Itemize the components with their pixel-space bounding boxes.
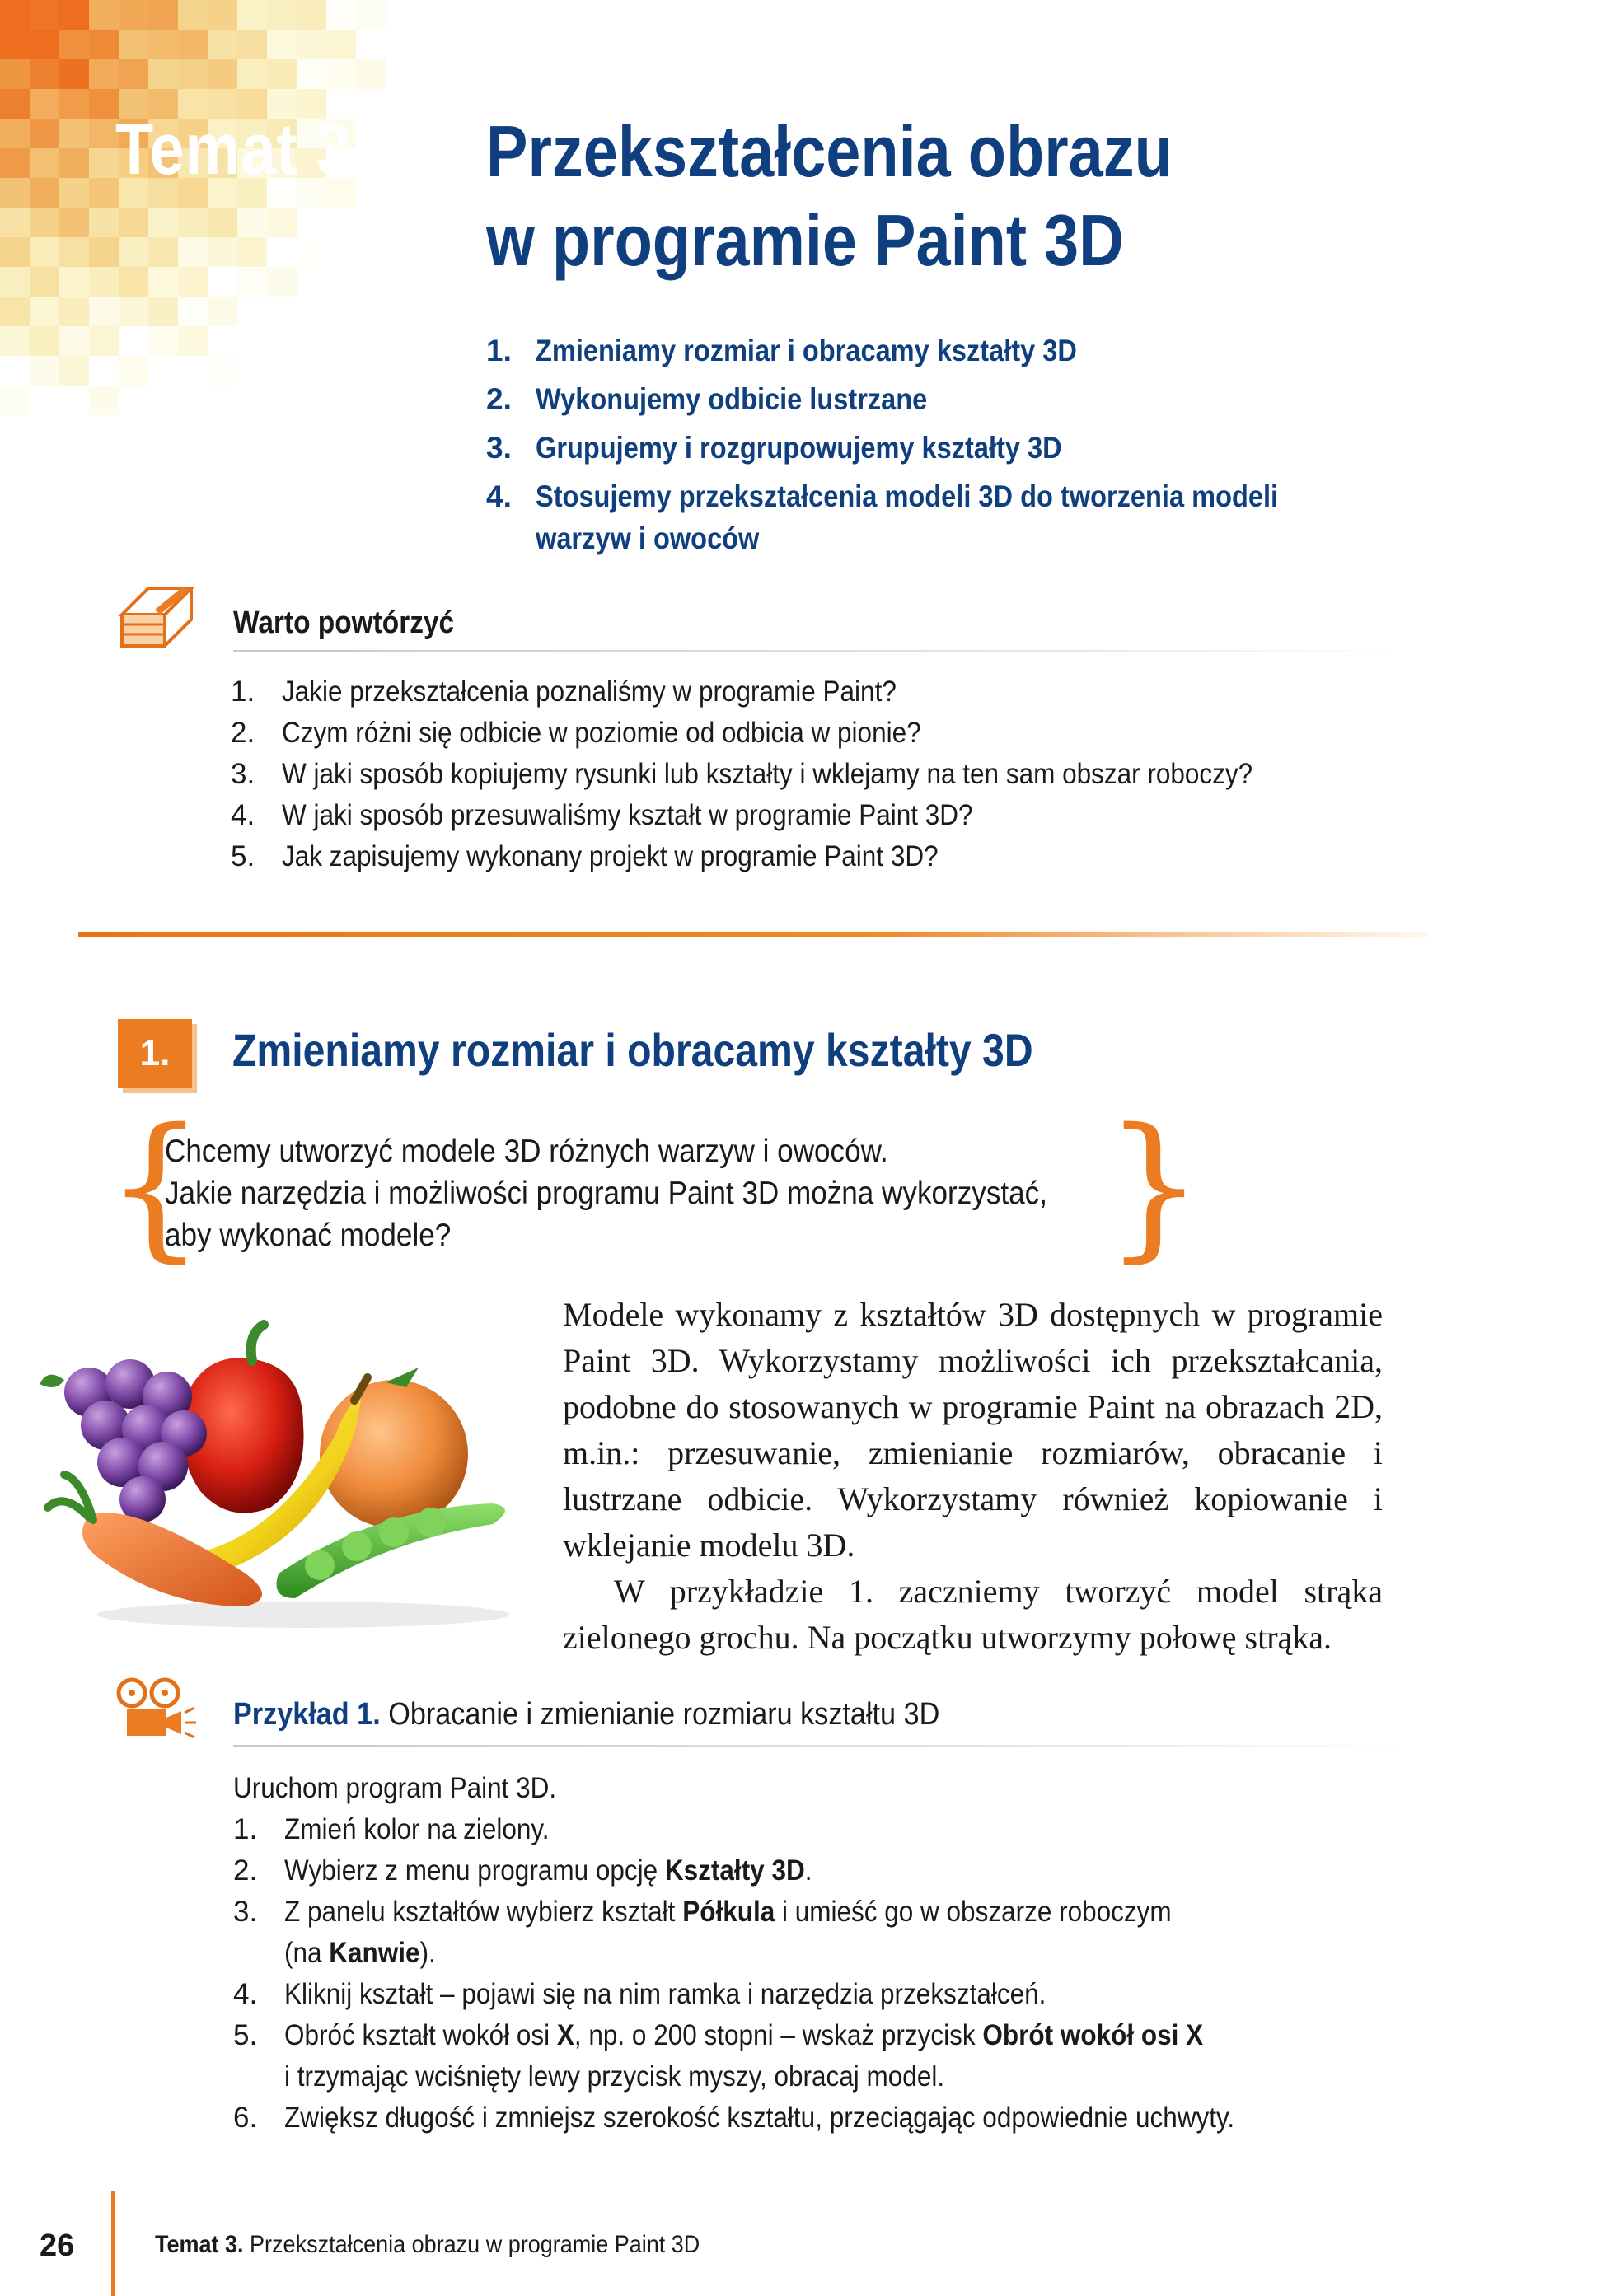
list-item: [231, 671, 1360, 713]
example-steps: [233, 1768, 1340, 2139]
toc-number: 3.: [486, 431, 512, 465]
running-footer: [155, 2231, 700, 2259]
pixel-tile: [386, 0, 415, 30]
pixel-tile: [119, 208, 148, 237]
pixel-tile: [30, 208, 59, 237]
toc-text: [536, 475, 1391, 559]
section-divider: [78, 932, 1430, 937]
pixel-tile: [267, 237, 297, 267]
pixel-tile: [30, 119, 59, 148]
pixel-tile: [89, 119, 119, 148]
pixel-tile: [267, 297, 297, 326]
title-line-2: w programie Paint 3D: [486, 199, 1124, 281]
pixel-tile: [119, 326, 148, 356]
step-text: [284, 1892, 1172, 1974]
pixel-tile: [297, 208, 326, 237]
pixel-tile: [297, 59, 326, 89]
pixel-tile: [89, 356, 119, 386]
pixel-tile: [30, 356, 59, 386]
pixel-tile: [148, 208, 178, 237]
pixel-tile: [59, 148, 89, 178]
pixel-tile: [386, 30, 415, 59]
pixel-tile: [297, 30, 326, 59]
pixel-tile: [237, 237, 267, 267]
step-item: [233, 1850, 1340, 1892]
step-text-part: (na: [284, 1937, 330, 1969]
pixel-tile: [0, 237, 30, 267]
pixel-tile: [386, 59, 415, 89]
step-keyword: Kanwie: [329, 1937, 420, 1969]
step-keyword: Półkula: [682, 1896, 775, 1928]
pixel-tile: [237, 0, 267, 30]
pixel-tile: [30, 30, 59, 59]
pixel-tile: [208, 237, 237, 267]
toc-item: [486, 378, 1417, 420]
step-item: [233, 1974, 1340, 2015]
pixel-tile: [208, 267, 237, 297]
toc-number: 1.: [486, 334, 512, 367]
pixel-tile: [0, 148, 30, 178]
example-title: Obracanie i zmienianie rozmiaru kształtu 3D: [388, 1697, 940, 1732]
pixel-tile: [59, 208, 89, 237]
pixel-tile: [178, 356, 208, 386]
pixel-tile: [267, 267, 297, 297]
pixel-tile: [178, 30, 208, 59]
pixel-tile: [119, 0, 148, 30]
step-text: Zwiększ długość i zmniejsz szerokość kształtu, przeciągając odpowiednie uchwyty.: [284, 2102, 1235, 2134]
pixel-tile: [178, 59, 208, 89]
item-number: 3.: [231, 758, 255, 790]
pixel-tile: [59, 178, 89, 208]
pixel-tile: [0, 415, 30, 428]
step-text-part: i trzymając wciśnięty lewy przycisk myszy, obracaj model.: [284, 2060, 945, 2093]
pixel-tile: [208, 59, 237, 89]
pixel-tile: [148, 0, 178, 30]
pixel-tile: [178, 267, 208, 297]
pixel-tile: [0, 297, 30, 326]
step-text: Kliknij kształt – pojawi się na nim ramka i narzędzia przekształceń.: [284, 1978, 1046, 2010]
pixel-tile: [59, 326, 89, 356]
paragraph: W przykładzie 1. zaczniemy tworzyć model strąka zielonego grochu. Na początku utworzymy połowę strąka.: [563, 1573, 1383, 1656]
open-book-icon: [115, 582, 198, 657]
review-questions-list: [231, 671, 1360, 877]
list-item: [231, 836, 1360, 877]
left-brace-icon: {: [105, 1095, 205, 1277]
pixel-tile: [0, 386, 30, 415]
toc-text-line-1: Stosujemy przekształcenia modeli 3D do tworzenia modeli: [536, 479, 1279, 513]
pixel-tile: [119, 356, 148, 386]
pixel-tile: [119, 297, 148, 326]
item-number: 1.: [231, 676, 255, 708]
pixel-tile: [237, 267, 267, 297]
item-text: W jaki sposób kopiujemy rysunki lub kształty i wklejamy na ten sam obszar roboczy?: [282, 758, 1253, 790]
step-text-part: Obróć kształt wokół osi: [284, 2019, 557, 2051]
step-number: 2.: [233, 1854, 258, 1887]
pixel-tile: [30, 178, 59, 208]
title-line-1: Przekształcenia obrazu: [486, 110, 1173, 192]
item-text: Jakie przekształcenia poznaliśmy w programie Paint?: [282, 676, 897, 708]
steps-intro: Uruchom program Paint 3D.: [233, 1772, 557, 1804]
pixel-tile: [237, 326, 267, 356]
review-divider: [233, 650, 1403, 652]
pixel-tile: [267, 208, 297, 237]
step-text-part: , np. o 200 stopni – wskaż przycisk: [574, 2019, 983, 2051]
footer-topic: Temat 3.: [155, 2231, 244, 2258]
pixel-tile: [297, 267, 326, 297]
pixel-tile: [89, 178, 119, 208]
pixel-tile: [59, 237, 89, 267]
step-number: 1.: [233, 1813, 258, 1845]
pixel-tile: [30, 89, 59, 119]
topic-contents-list: [486, 330, 1417, 566]
vegetables-and-fruits-3d-illustration: [31, 1302, 526, 1631]
pixel-tile: [237, 59, 267, 89]
pixel-tile: [208, 356, 237, 386]
pixel-tile: [208, 326, 237, 356]
pixel-tile: [148, 386, 178, 415]
orange-pixel-corner-decoration: [0, 0, 445, 428]
item-number: 5.: [231, 840, 255, 872]
step-text: Zmień kolor na zielony.: [284, 1813, 550, 1845]
pixel-tile: [208, 30, 237, 59]
pixel-tile: [0, 356, 30, 386]
pixel-tile: [356, 59, 386, 89]
paragraph: Modele wykonamy z kształtów 3D dostępnych w programie Paint 3D. Wykorzystamy możliwości ich przekształcania, podobne do stosowanych w programie Paint na obrazach 2D, m.in.: przesuwanie, zmienianie rozmiarów, obracanie i lustrzane odbicie. Wykorzystamy również kopiowanie i wklejanie modelu 3D.: [563, 1296, 1383, 1564]
pixel-tile: [89, 89, 119, 119]
list-item: [231, 754, 1360, 795]
pixel-tile: [30, 267, 59, 297]
item-text: W jaki sposób przesuwaliśmy kształt w programie Paint 3D?: [282, 799, 973, 831]
pixel-tile: [0, 89, 30, 119]
step-item: [233, 2097, 1340, 2139]
pixel-tile: [148, 356, 178, 386]
pixel-tile: [59, 89, 89, 119]
pixel-tile: [89, 30, 119, 59]
pixel-tile: [119, 267, 148, 297]
pixel-tile: [30, 326, 59, 356]
list-item: [231, 795, 1360, 836]
section-title: Zmieniamy rozmiar i obracamy kształty 3D: [232, 1024, 1033, 1076]
pixel-tile: [0, 59, 30, 89]
item-number: 4.: [231, 799, 255, 831]
pixel-tile: [30, 237, 59, 267]
footer-title: Przekształcenia obrazu w programie Paint 3D: [243, 2231, 700, 2258]
pixel-tile: [178, 326, 208, 356]
pixel-tile: [148, 30, 178, 59]
pixel-tile: [237, 208, 267, 237]
pixel-tile: [326, 0, 356, 30]
pixel-tile: [89, 297, 119, 326]
pixel-tile: [30, 386, 59, 415]
pixel-tile: [148, 267, 178, 297]
pixel-tile: [0, 30, 30, 59]
pixel-tile: [237, 30, 267, 59]
pixel-tile: [356, 30, 386, 59]
pixel-tile: [178, 208, 208, 237]
step-number: 5.: [233, 2019, 258, 2051]
pixel-tile: [30, 148, 59, 178]
review-heading: Warto powtórzyć: [233, 606, 455, 640]
pixel-tile: [178, 0, 208, 30]
pixel-tile: [267, 59, 297, 89]
pixel-tile: [89, 0, 119, 30]
pixel-tile: [59, 356, 89, 386]
pixel-tile: [59, 297, 89, 326]
pixel-tile: [59, 415, 89, 428]
pixel-tile: [30, 59, 59, 89]
pixel-tile: [148, 326, 178, 356]
pixel-tile: [30, 297, 59, 326]
step-keyword: Kształty 3D: [664, 1854, 805, 1887]
film-projector-icon: [115, 1676, 198, 1742]
toc-text: Zmieniamy rozmiar i obracamy kształty 3D: [536, 334, 1077, 367]
example-label: Przykład 1.: [233, 1697, 381, 1732]
pixel-tile: [148, 297, 178, 326]
page-title: [486, 107, 1173, 285]
pixel-tile: [59, 0, 89, 30]
toc-item: [486, 475, 1417, 559]
pixel-tile: [267, 0, 297, 30]
toc-number: 4.: [486, 479, 512, 513]
pixel-tile: [59, 59, 89, 89]
pixel-tile: [89, 386, 119, 415]
pixel-tile: [119, 386, 148, 415]
pixel-tile: [0, 178, 30, 208]
pixel-tile: [326, 30, 356, 59]
item-text: Czym różni się odbicie w poziomie od odbicia w pionie?: [282, 717, 921, 749]
page-number: 26: [40, 2228, 75, 2263]
step-text-part: i umieść go w obszarze roboczym: [775, 1896, 1172, 1928]
right-brace-icon: }: [1104, 1095, 1204, 1277]
toc-number: 2.: [486, 382, 512, 416]
pixel-tile: [356, 0, 386, 30]
pixel-tile: [178, 237, 208, 267]
step-text-part: Z panelu kształtów wybierz kształt: [284, 1896, 683, 1928]
pixel-tile: [326, 208, 356, 237]
footer-divider: [111, 2191, 115, 2296]
item-text: Jak zapisujemy wykonany projekt w programie Paint 3D?: [282, 840, 939, 872]
pixel-tile: [59, 267, 89, 297]
toc-text: Wykonujemy odbicie lustrzane: [536, 382, 928, 416]
pixel-tile: [89, 208, 119, 237]
section-number-badge: 1.: [118, 1019, 192, 1088]
pixel-tile: [30, 0, 59, 30]
step-text-part: .: [804, 1854, 812, 1887]
pixel-tile: [119, 59, 148, 89]
step-item: [233, 1809, 1340, 1850]
pixel-tile: [148, 237, 178, 267]
topic-label: Temat 3.: [115, 108, 370, 189]
pixel-tile: [0, 208, 30, 237]
step-item: [233, 2015, 1340, 2097]
question-line: aby wykonać modele?: [165, 1218, 452, 1253]
step-text-part: ).: [419, 1937, 436, 1969]
pixel-tile: [89, 326, 119, 356]
pixel-tile: [0, 267, 30, 297]
pixel-tile: [267, 30, 297, 59]
item-number: 2.: [231, 717, 255, 749]
toc-text-line-2: warzyw i owoców: [536, 521, 760, 555]
pixel-tile: [208, 297, 237, 326]
pixel-tile: [297, 237, 326, 267]
pixel-tile: [178, 297, 208, 326]
step-text: [284, 1850, 812, 1892]
step-item: [233, 1892, 1340, 1974]
pixel-tile: [0, 0, 30, 30]
pixel-tile: [59, 30, 89, 59]
toc-item: [486, 427, 1417, 469]
step-number: 3.: [233, 1896, 258, 1928]
step-text-part: Wybierz z menu programu opcję: [284, 1854, 665, 1887]
steps-list: [233, 1809, 1340, 2139]
question-line: Chcemy utworzyć modele 3D różnych warzyw i owoców.: [165, 1134, 888, 1169]
example-heading: [233, 1697, 939, 1733]
pixel-tile: [119, 30, 148, 59]
pixel-tile: [0, 119, 30, 148]
toc-item: [486, 330, 1417, 372]
pixel-tile: [89, 148, 119, 178]
pixel-tile: [59, 119, 89, 148]
pixel-tile: [119, 237, 148, 267]
pixel-tile: [59, 386, 89, 415]
step-text: [284, 2015, 1203, 2097]
pixel-tile: [89, 267, 119, 297]
step-keyword: Obrót wokół osi X: [982, 2019, 1204, 2051]
pixel-tile: [208, 208, 237, 237]
body-text: [563, 1292, 1383, 1661]
pixel-tile: [326, 59, 356, 89]
step-keyword: X: [556, 2019, 574, 2051]
pixel-tile: [89, 237, 119, 267]
list-item: [231, 713, 1360, 754]
step-number: 6.: [233, 2102, 258, 2134]
pixel-tile: [208, 0, 237, 30]
pixel-tile: [89, 59, 119, 89]
motivating-question: [165, 1130, 1145, 1256]
pixel-tile: [89, 415, 119, 428]
pixel-tile: [30, 415, 59, 428]
pixel-tile: [237, 297, 267, 326]
pixel-tile: [148, 59, 178, 89]
question-line: Jakie narzędzia i możliwości programu Paint 3D można wykorzystać,: [165, 1176, 1047, 1211]
pixel-tile: [0, 326, 30, 356]
step-number: 4.: [233, 1978, 258, 2010]
toc-text: Grupujemy i rozgrupowujemy kształty 3D: [536, 431, 1062, 465]
example-divider: [233, 1745, 1403, 1747]
pixel-tile: [297, 0, 326, 30]
